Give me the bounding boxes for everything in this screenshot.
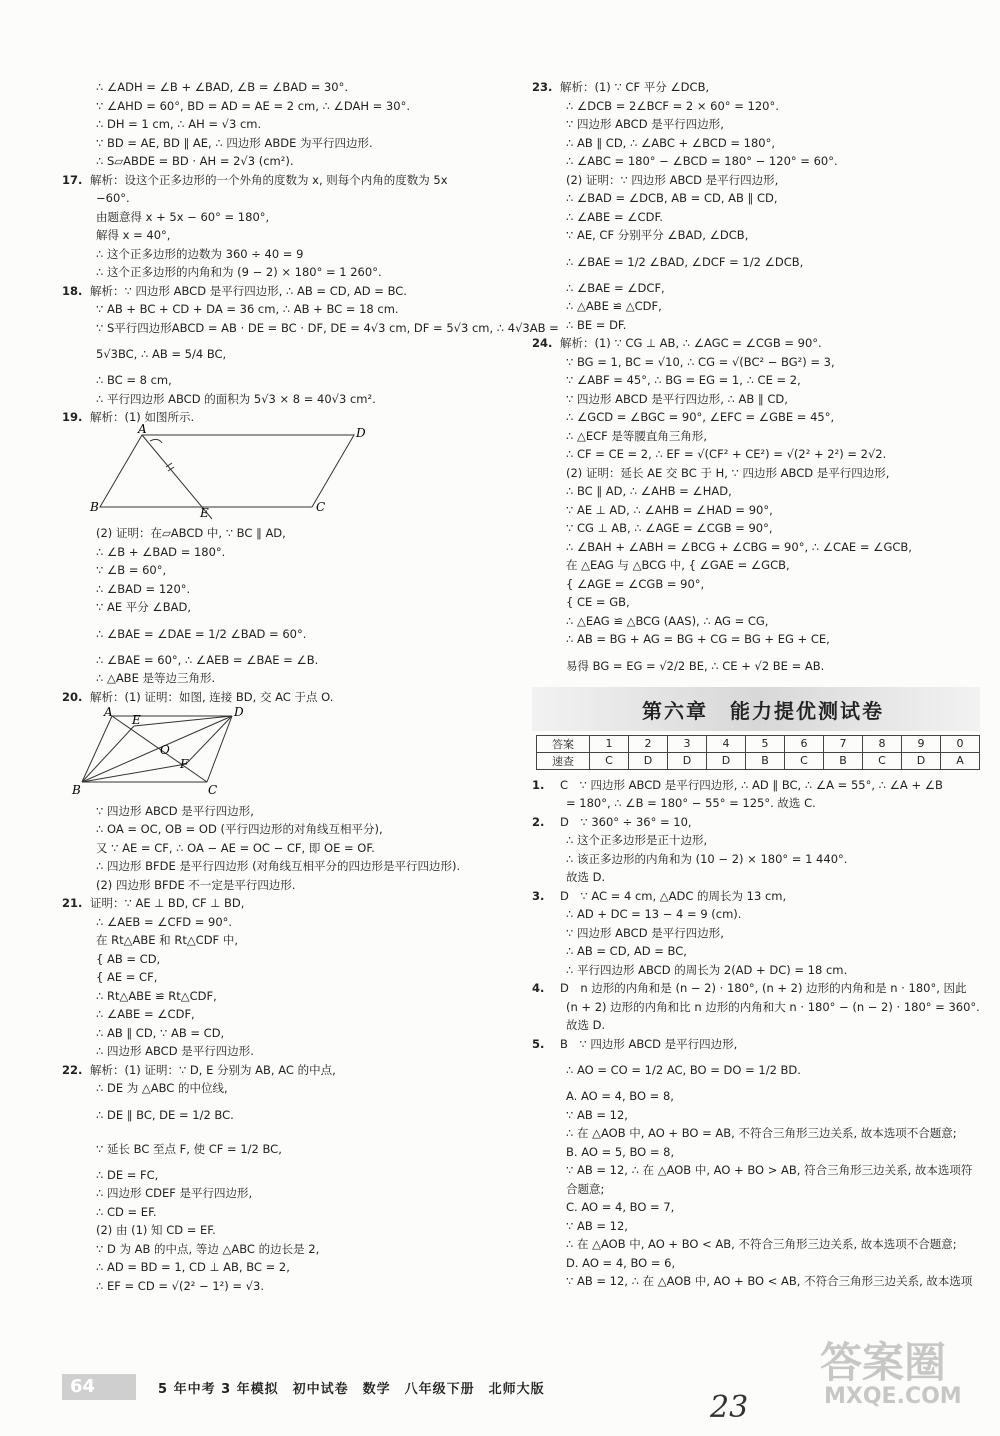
solution-text: ∴ 在 △AOB 中, AO + BO < AB, 不符合三角形三边关系, 故本选项不合题意;: [566, 1237, 957, 1251]
solution-line: [532, 1143, 980, 1162]
solution-text: B. AO = 5, BO = 8,: [566, 1144, 675, 1159]
solution-text: ∴ ∠BAD = 120°.: [96, 581, 191, 596]
solution-text: ∴ ∠GCD = ∠BGC = 90°, ∠EFC = ∠GBE = 45°,: [566, 410, 835, 424]
solution-text: ∴ 四边形 CDEF 是平行四边形,: [96, 1186, 253, 1200]
solution-line: [62, 300, 510, 319]
solution-line: [62, 876, 510, 895]
solution-text: ∴ ∠BAE = ∠DAE = 1/2 ∠BAD = 60°.: [96, 626, 307, 641]
solution-line: [62, 245, 510, 264]
solution-line: [62, 669, 510, 688]
problem-number: 17.: [62, 172, 83, 187]
solution-text: ∵ S平行四边形ABCD = AB · DE = BC · DF, DE = 4√3 cm, DF = 5√3 cm, ∴ 4√3AB =: [96, 320, 559, 335]
solution-text: (2) 证明：∵ 四边形 ABCD 是平行四边形,: [566, 172, 779, 187]
solution-text: ∴ 该正多边形的内角和为 (10 − 2) × 180° = 1 440°.: [566, 851, 848, 866]
solution-text: ∴ ∠BAH + ∠ABH = ∠BCG + ∠CBG = 90°, ∴ ∠CAE = ∠GCB,: [566, 539, 912, 554]
solution-text: B ∵ 四边形 ABCD 是平行四边形,: [560, 1036, 738, 1051]
solution-text: ∵ ∠ABF = 45°, ∴ BG = EG = 1, ∴ CE = 2,: [566, 373, 801, 387]
figure-20: [62, 706, 510, 802]
solution-line: [532, 905, 980, 924]
solution-text: ∴ AB = CD, AD = BC,: [566, 944, 687, 958]
solution-line: [532, 1198, 980, 1217]
problem-number: 3.: [532, 888, 545, 903]
solution-line: [532, 115, 980, 134]
problem-number: 24.: [532, 336, 553, 350]
solution-text: ∴ △ECF 是等腰直角三角形,: [566, 428, 708, 443]
solution-text: ∴ OA = OC, OB = OD (平行四边形的对角线互相平分),: [96, 822, 383, 836]
solution-line: [532, 152, 980, 171]
figure-label-a: A: [104, 705, 113, 719]
solution-line: [62, 134, 510, 153]
page-footer: [62, 1374, 622, 1402]
solution-line: [532, 776, 980, 795]
solution-text: ∴ ∠BAE = ∠DCF,: [566, 280, 665, 295]
solution-line: [532, 445, 980, 464]
solution-text: ∴ AD + DC = 13 − 4 = 9 (cm).: [566, 907, 742, 921]
problem-number: 22.: [62, 1062, 83, 1077]
table-row: [537, 735, 980, 752]
solution-text: (2) 四边形 BFDE 不一定是平行四边形.: [96, 877, 296, 892]
solution-line: [532, 556, 980, 575]
solution-text: ∴ DE ∥ BC, DE = 1/2 BC.: [96, 1107, 234, 1122]
solution-line: [532, 924, 980, 943]
solution-text: 解析：(1) ∵ CF 平分 ∠DCB,: [560, 80, 710, 94]
solution-text: 在 Rt△ABE 和 Rt△CDF 中,: [96, 933, 238, 947]
solution-text: 5√3BC, ∴ AB = 5/4 BC,: [96, 347, 227, 361]
solution-line: [532, 297, 980, 316]
solution-text: ∴ ∠B + ∠BAD = 180°.: [96, 544, 226, 559]
solution-text: A. AO = 4, BO = 8,: [566, 1089, 674, 1103]
solution-text: ∴ 四边形 ABCD 是平行四边形.: [96, 1044, 254, 1058]
solution-line: [62, 263, 510, 282]
solution-line: [532, 593, 980, 612]
solution-line: [62, 1079, 510, 1098]
solution-line: [532, 887, 980, 906]
solution-line: [532, 97, 980, 116]
solution-text: ∴ ∠ABC = 180° − ∠BCD = 180° − 120° = 60°.: [566, 154, 838, 168]
solution-text: ∵ AB + BC + CD + DA = 36 cm, ∴ AB + BC = 18 cm.: [96, 302, 399, 316]
solution-line: [532, 208, 980, 227]
solution-line: [532, 134, 980, 153]
solution-line: [62, 688, 510, 707]
solution-line: [62, 1258, 510, 1277]
table-cell: B: [746, 752, 785, 769]
solution-text: ∴ BC ∥ AD, ∴ ∠AHB = ∠HAD,: [566, 484, 732, 498]
right-column: [532, 78, 980, 1291]
solution-line: [62, 1132, 510, 1166]
watermark-url: MXQE.COM: [824, 1384, 962, 1409]
figure-label-b: B: [90, 499, 99, 514]
solution-text: ∴ ∠BAE = 1/2 ∠BAD, ∠DCF = 1/2 ∠DCB,: [566, 254, 804, 269]
solution-line: [62, 115, 510, 134]
solution-line: [62, 226, 510, 245]
solution-text: ∴ Rt△ABE ≌ Rt△CDF,: [96, 988, 217, 1003]
table-cell: B: [824, 752, 863, 769]
figure-label-e: E: [132, 713, 141, 727]
solution-text: ∵ D 为 AB 的中点, 等边 △ABC 的边长是 2,: [96, 1241, 320, 1256]
solution-text: ∴ S▱ABDE = BD · AH = 2√3 (cm²).: [96, 154, 294, 168]
solution-line: [62, 171, 510, 190]
solution-line: [532, 519, 980, 538]
solution-line: [62, 598, 510, 617]
solution-line: [62, 1184, 510, 1203]
solution-text: 由题意得 x + 5x − 60° = 180°,: [96, 209, 270, 224]
solution-line: [62, 820, 510, 839]
table-cell: 9: [902, 735, 941, 752]
solution-line: [532, 171, 980, 190]
problem-number: 23.: [532, 80, 553, 94]
solution-line: [532, 408, 980, 427]
solution-text: ∴ ∠ADH = ∠B + ∠BAD, ∠B = ∠BAD = 30°.: [96, 80, 349, 94]
solution-text: ∴ ∠BAE = 60°, ∴ ∠AEB = ∠BAE = ∠B.: [96, 652, 319, 667]
solution-text: { AE = CF,: [96, 970, 158, 984]
solution-line: [62, 524, 510, 543]
solution-line: [532, 226, 980, 245]
solution-text: 解析：设这个正多边形的一个外角的度数为 x, 则每个内角的度数为 5x: [90, 172, 448, 187]
solution-text: ∵ 四边形 ABCD 是平行四边形,: [96, 803, 254, 818]
table-cell: 3: [668, 735, 707, 752]
solution-line: [532, 1124, 980, 1143]
solution-line: [62, 1005, 510, 1024]
solution-text: ∴ △ABE 是等边三角形.: [96, 671, 216, 685]
solution-text: ∵ AB = 12,: [566, 1107, 628, 1122]
solution-text: ∴ AB ∥ CD, ∴ ∠ABC + ∠BCD = 180°,: [566, 135, 775, 150]
solution-text: ∴ DE 为 △ABC 的中位线,: [96, 1081, 228, 1095]
solution-text: { AB = CD,: [96, 951, 161, 966]
watermark-logo: 答案圈: [820, 1338, 947, 1387]
solution-text: 证明：∵ AE ⊥ BD, CF ⊥ BD,: [90, 896, 245, 910]
table-cell: 1: [590, 735, 629, 752]
figure-label-d: D: [234, 705, 244, 719]
solution-text: (2) 证明：在▱ABCD 中, ∵ BC ∥ AD,: [96, 526, 286, 540]
solution-line: [532, 831, 980, 850]
solution-line: [62, 802, 510, 821]
solution-line: [532, 649, 980, 683]
solution-text: ∵ 延长 BC 至点 F, 使 CF = 1/2 BC,: [96, 1141, 282, 1156]
solution-text: ∵ 四边形 ABCD 是平行四边形,: [566, 117, 724, 131]
handwritten-note: 23: [710, 1390, 749, 1425]
solution-line: [62, 189, 510, 208]
solution-text: ∴ BE = DF.: [566, 317, 627, 332]
table-cell: C: [785, 752, 824, 769]
solution-text: ∴ ∠BAD = ∠DCB, AB = CD, AB ∥ CD,: [566, 191, 778, 205]
solution-line: [532, 868, 980, 887]
solution-line: [62, 617, 510, 651]
figure-label-o: O: [160, 743, 170, 757]
solution-line: [532, 1254, 980, 1273]
solution-text: 解析：(1) 证明：∵ D, E 分别为 AB, AC 的中点,: [90, 1062, 336, 1077]
table-cell: 0: [941, 735, 980, 752]
solution-text: −60°.: [96, 191, 130, 205]
solution-text: ∵ AE, CF 分别平分 ∠BAD, ∠DCB,: [566, 228, 749, 242]
solution-line: [62, 543, 510, 562]
solution-line: [62, 580, 510, 599]
solution-text: ∴ AO = CO = 1/2 AC, BO = DO = 1/2 BD.: [566, 1063, 801, 1077]
table-cell: 5: [746, 735, 785, 752]
solution-line: [62, 97, 510, 116]
solution-text: D ∵ AC = 4 cm, △ADC 的周长为 13 cm,: [560, 888, 787, 903]
book-title: 5 年中考 3 年模拟 初中试卷 数学 八年级下册 北师大版: [158, 1382, 545, 1397]
solution-text: ∵ AE 平分 ∠BAD,: [96, 600, 191, 614]
solution-line: [62, 1203, 510, 1222]
solution-text: { CE = GB,: [566, 595, 630, 609]
solution-line: [62, 1166, 510, 1185]
solution-text: ∴ ∠AEB = ∠CFD = 90°.: [96, 914, 233, 929]
solution-line: [532, 279, 980, 298]
solution-line: [62, 839, 510, 858]
solution-line: [532, 427, 980, 446]
solution-line: [532, 482, 980, 501]
solution-line: [62, 208, 510, 227]
solution-line: [62, 1061, 510, 1080]
parallelogram-figure: [62, 421, 366, 520]
solution-line: [532, 1035, 980, 1054]
solution-line: [62, 390, 510, 409]
solution-line: [62, 319, 559, 338]
solution-line: [532, 942, 980, 961]
figure-label-d: D: [356, 425, 366, 440]
solution-text: ∵ ∠AHD = 60°, BD = AD = AE = 2 cm, ∴ ∠DAH = 30°.: [96, 98, 410, 113]
table-cell: D: [668, 752, 707, 769]
solution-line: [62, 913, 510, 932]
solution-text: ∴ 这个正多边形的边数为 360 ÷ 40 = 9: [96, 246, 304, 261]
solution-line: [532, 78, 980, 97]
problem-number: 4.: [532, 981, 545, 995]
solution-text: D. AO = 4, BO = 6,: [566, 1255, 676, 1270]
solution-line: [532, 794, 980, 813]
solution-text: D ∵ 360° ÷ 36° = 10,: [560, 814, 692, 829]
solution-line: [532, 850, 980, 869]
solution-text: ∴ AB = BG + AG = BG + CG = BG + EG + CE,: [566, 632, 830, 646]
solution-line: [62, 950, 510, 969]
solution-text: = 180°, ∴ ∠B = 180° − 55° = 125°. 故选 C.: [566, 796, 816, 810]
solution-text: 解析：(1) ∵ CG ⊥ AB, ∴ ∠AGC = ∠CGB = 90°.: [560, 336, 822, 350]
solution-line: [62, 1240, 510, 1259]
table-row: [537, 752, 980, 769]
solution-text: C. AO = 4, BO = 7,: [566, 1200, 675, 1214]
solution-text: ∴ △EAG ≌ △BCG (AAS), ∴ AG = CG,: [566, 613, 769, 628]
solution-line: [532, 245, 980, 279]
solution-text: ∴ 平行四边形 ABCD 的周长为 2(AD + DC) = 18 cm.: [566, 962, 848, 977]
solution-text: ∵ ∠B = 60°,: [96, 563, 167, 577]
table-cell: D: [707, 752, 746, 769]
solution-line: [62, 1024, 510, 1043]
solution-text: 故选 D.: [566, 870, 606, 884]
solution-line: [532, 334, 980, 353]
problem-number: 5.: [532, 1036, 545, 1051]
solution-line: [532, 961, 980, 980]
solution-text: ∴ △ABE ≌ △CDF,: [566, 299, 662, 313]
solution-text: 合题意;: [566, 1181, 605, 1196]
solution-text: ∵ 四边形 ABCD 是平行四边形, ∴ AB ∥ CD,: [566, 391, 788, 406]
table-cell: 速查: [537, 752, 590, 769]
problem-number: 20.: [62, 689, 83, 704]
table-cell: 答案: [537, 735, 590, 752]
solution-line: [62, 651, 510, 670]
figure-label-b: B: [72, 783, 81, 797]
solution-text: ∴ ∠DCB = 2∠BCF = 2 × 60° = 120°.: [566, 98, 779, 113]
solution-line: [62, 371, 510, 390]
solution-text: ∵ BD = AE, BD ∥ AE, ∴ 四边形 ABDE 为平行四边形.: [96, 135, 373, 150]
solution-text: 解得 x = 40°,: [96, 228, 171, 242]
figure-19: [62, 421, 510, 525]
solution-line: [62, 931, 510, 950]
solution-text: 解析：∵ 四边形 ABCD 是平行四边形, ∴ AB = CD, AD = BC.: [90, 283, 407, 298]
solution-text: 易得 BG = EG = √2/2 BE, ∴ CE + √2 BE = AB.: [566, 658, 825, 673]
problem-number: 21.: [62, 896, 83, 910]
problem-number: 19.: [62, 410, 83, 424]
problem-number: 1.: [532, 777, 545, 792]
solution-text: 又 ∵ AE = CF, ∴ OA − AE = OC − CF, 即 OE = OF.: [96, 840, 375, 855]
solution-line: [62, 894, 510, 913]
solution-text: ∴ CD = EF.: [96, 1204, 157, 1219]
solution-line: [532, 1053, 980, 1087]
chapter-banner: [532, 687, 980, 731]
solution-line: [62, 1098, 510, 1132]
solution-text: ∵ 四边形 ABCD 是平行四边形,: [566, 925, 724, 940]
table-cell: 4: [707, 735, 746, 752]
table-cell: D: [902, 752, 941, 769]
solution-line: [532, 371, 980, 390]
solution-text: ∴ DH = 1 cm, ∴ AH = √3 cm.: [96, 117, 262, 131]
solution-line: [62, 152, 510, 171]
solution-text: ∵ BG = 1, BC = √10, ∴ CG = √(BC² − BG²) = 3,: [566, 354, 835, 369]
solution-text: 解析：(1) 证明：如图, 连接 BD, 交 AC 于点 O.: [90, 689, 334, 704]
figure-label-c: C: [316, 499, 326, 514]
figure-label-e: E: [200, 505, 209, 520]
solution-line: [532, 575, 980, 594]
solution-line: [532, 1016, 980, 1035]
solution-line: [62, 987, 510, 1006]
solution-line: [62, 1221, 510, 1240]
solution-line: [532, 390, 980, 409]
table-cell: 2: [629, 735, 668, 752]
solution-text: ∴ AB ∥ CD, ∵ AB = CD,: [96, 1025, 225, 1040]
solution-line: [532, 1272, 980, 1291]
solution-text: ∴ 平行四边形 ABCD 的面积为 5√3 × 8 = 40√3 cm².: [96, 391, 376, 406]
problem-number: 18.: [62, 283, 83, 298]
problem-number: 2.: [532, 814, 545, 829]
solution-text: ∴ AD = BD = 1, CD ⊥ AB, BC = 2,: [96, 1260, 290, 1274]
solution-text: ∴ CF = CE = 2, ∴ EF = √(CF² + CE²) = √(2² + 2²) = 2√2.: [566, 447, 887, 461]
solution-text: 在 △EAG 与 △BCG 中, { ∠GAE = ∠GCB,: [566, 558, 790, 572]
solution-line: [62, 857, 510, 876]
solution-line: [532, 1180, 980, 1199]
solution-line: [62, 1277, 510, 1296]
solution-text: ∵ AB = 12, ∴ 在 △AOB 中, AO + BO > AB, 符合三角形三边关系, 故本选项符: [566, 1163, 973, 1177]
solution-text: ∴ EF = CD = √(2² − 1²) = √3.: [96, 1278, 264, 1293]
solution-line: [532, 464, 980, 483]
solution-text: C ∵ 四边形 ABCD 是平行四边形, ∴ AD ∥ BC, ∴ ∠A = 55°, ∴ ∠A + ∠B: [560, 777, 943, 792]
table-cell: 7: [824, 735, 863, 752]
solution-line: [532, 979, 980, 998]
solution-line: [532, 538, 980, 557]
solution-line: [62, 561, 510, 580]
solution-text: ∴ ∠ABE = ∠CDF,: [96, 1007, 195, 1021]
table-cell: D: [629, 752, 668, 769]
chapter-title: 第六章 能力提优测试卷: [642, 698, 884, 723]
table-cell: 6: [785, 735, 824, 752]
solution-line: [532, 630, 980, 649]
solution-line: [532, 1106, 980, 1125]
solution-text: ∴ 这个正多边形的内角和为 (9 − 2) × 180° = 1 260°.: [96, 265, 382, 279]
solution-line: [532, 316, 980, 335]
solution-line: [532, 1087, 980, 1106]
solution-text: (n + 2) 边形的内角和比 n 边形的内角和大 n · 180° − (n − 2) · 180° = 360°.: [566, 999, 980, 1014]
table-cell: A: [941, 752, 980, 769]
solution-text: ∵ CG ⊥ AB, ∴ ∠AGE = ∠CGB = 90°,: [566, 521, 773, 535]
solution-line: [532, 813, 980, 832]
figure-label-a: A: [138, 421, 147, 436]
solution-text: ∴ 这个正多边形是正十边形,: [566, 833, 708, 847]
solution-text: ∵ AB = 12, ∴ 在 △AOB 中, AO + BO < AB, 不符合三角形三边关系, 故本选项: [566, 1274, 973, 1288]
solution-line: [62, 78, 510, 97]
solution-line: [62, 337, 510, 371]
solution-line: [62, 1042, 510, 1061]
solution-line: [62, 408, 510, 427]
solution-line: [532, 998, 980, 1017]
solution-text: ∵ AE ⊥ AD, ∴ ∠AHB = ∠HAD = 90°,: [566, 502, 773, 517]
figure-label-c: C: [208, 783, 218, 797]
solution-text: ∴ ∠ABE = ∠CDF.: [566, 209, 663, 224]
solution-text: ∵ AB = 12,: [566, 1218, 628, 1233]
table-cell: 8: [863, 735, 902, 752]
table-cell: C: [590, 752, 629, 769]
solution-line: [532, 612, 980, 631]
solution-line: [532, 353, 980, 372]
answer-quick-check-table: [536, 735, 980, 770]
solution-text: ∴ 在 △AOB 中, AO + BO = AB, 不符合三角形三边关系, 故本选项不合题意;: [566, 1126, 957, 1140]
table-cell: C: [863, 752, 902, 769]
solution-line: [532, 1235, 980, 1254]
solution-line: [62, 968, 510, 987]
solution-text: 解析：(1) 如图所示.: [90, 410, 195, 424]
solution-text: ∴ 四边形 BFDE 是平行四边形 (对角线互相平分的四边形是平行四边形).: [96, 859, 461, 873]
solution-text: 故选 D.: [566, 1018, 606, 1032]
solution-text: ∴ BC = 8 cm,: [96, 373, 172, 387]
solution-text: (2) 证明：延长 AE 交 BC 于 H, ∵ 四边形 ABCD 是平行四边形,: [566, 465, 890, 480]
solution-line: [532, 189, 980, 208]
figure-label-f: F: [180, 757, 189, 771]
solution-text: { ∠AGE = ∠CGB = 90°,: [566, 576, 705, 591]
diagonals-figure: [62, 706, 262, 796]
solution-text: (2) 由 (1) 知 CD = EF.: [96, 1223, 216, 1237]
solution-line: [532, 1217, 980, 1236]
solution-line: [532, 501, 980, 520]
site-watermark: [820, 1330, 980, 1420]
solution-line: [62, 282, 510, 301]
solution-text: ∴ DE = FC,: [96, 1167, 159, 1182]
solution-text: D n 边形的内角和是 (n − 2) · 180°, (n + 2) 边形的内角和是 n · 180°, 因此: [560, 981, 967, 995]
solution-line: [532, 1161, 980, 1180]
page-number: 64: [62, 1374, 136, 1400]
